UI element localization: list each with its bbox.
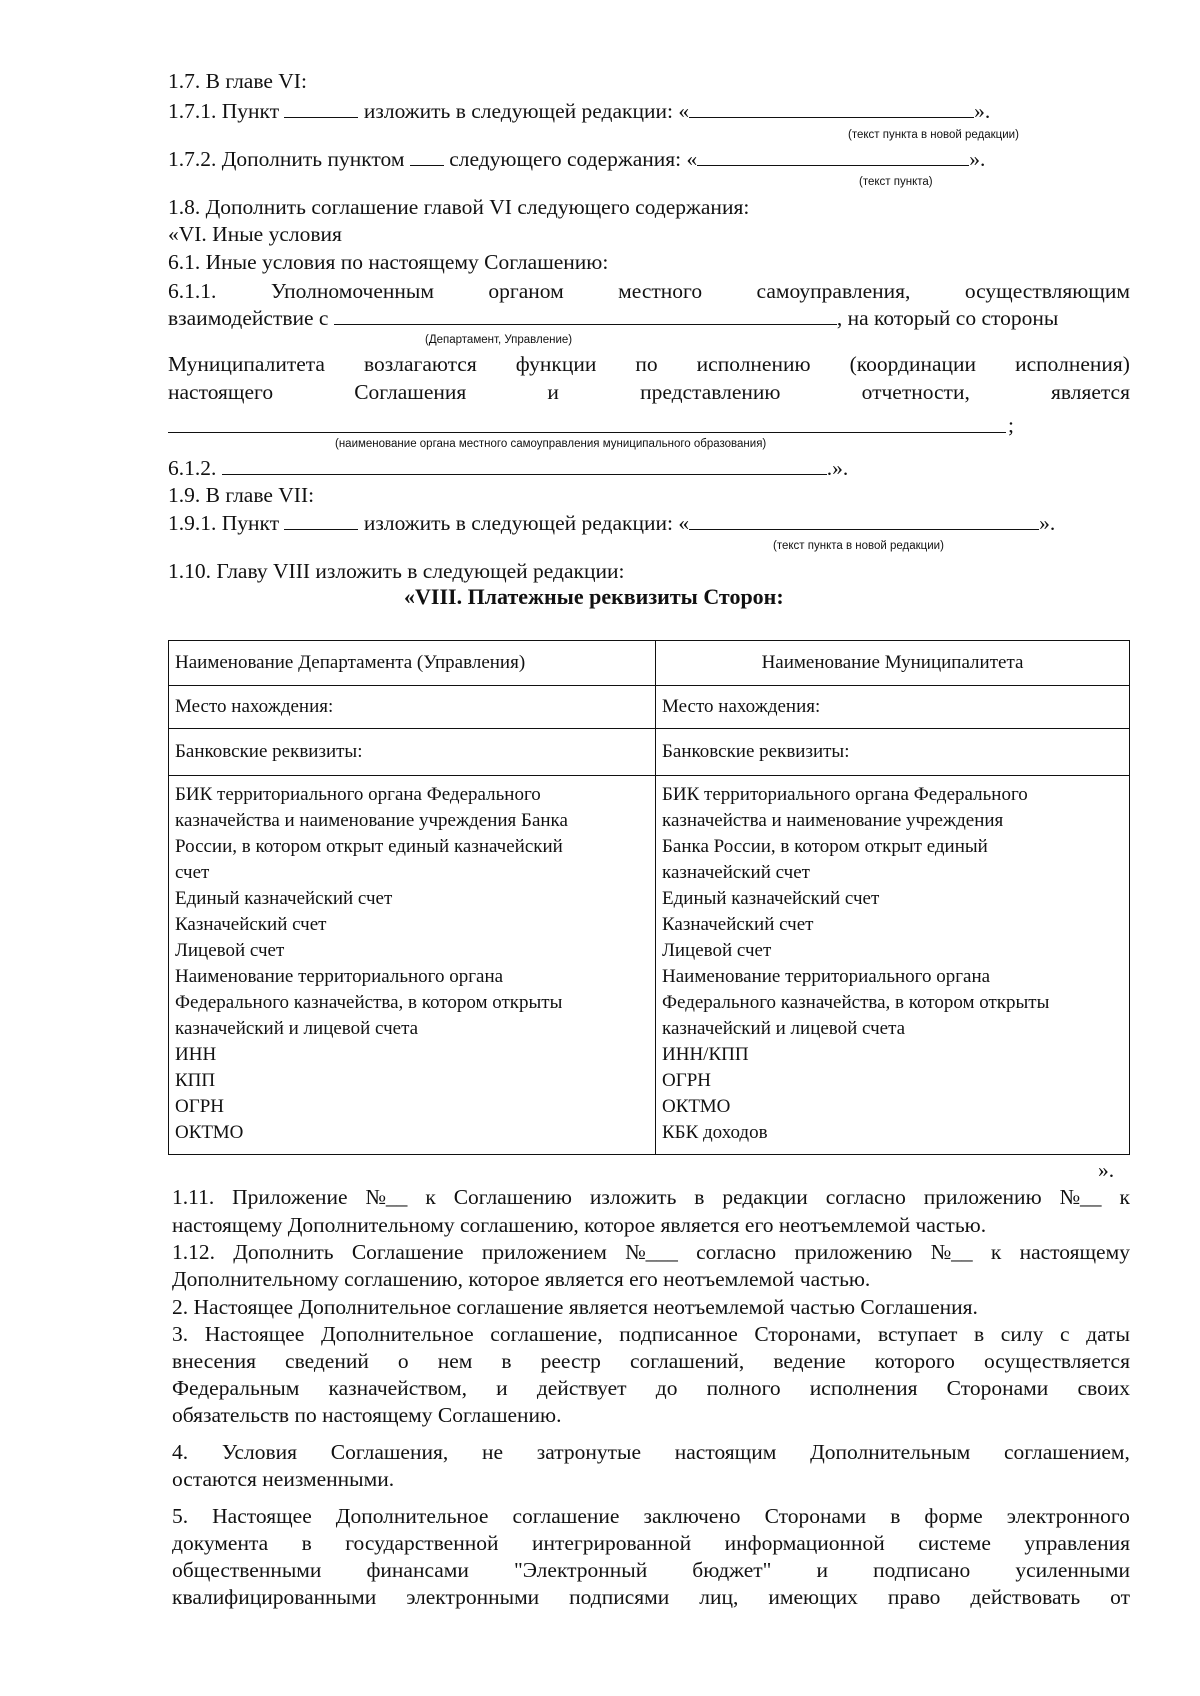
word: в <box>890 1504 901 1528</box>
requisite-line: казначейства и наименование учреждения Банка <box>175 810 568 831</box>
clause-1-7-1 <box>168 98 990 124</box>
word: самоуправления, <box>756 279 911 303</box>
word: Настоящее <box>204 1322 305 1346</box>
word: Уполномоченным <box>270 279 434 303</box>
blank-field <box>284 510 358 530</box>
word: действует <box>536 1376 627 1400</box>
word: согласно <box>696 1240 777 1264</box>
word: вступает <box>877 1322 958 1346</box>
clause-1-10: 1.10. Главу VIII изложить в следующей редакции: <box>168 559 625 583</box>
requisite-line: БИК территориального органа Федерального <box>175 784 541 805</box>
word: сведений <box>285 1349 369 1373</box>
word: 4. <box>172 1440 189 1464</box>
clause-1-9-1 <box>168 510 1055 536</box>
blank-field <box>410 146 444 166</box>
word: действовать <box>970 1585 1081 1609</box>
word: и <box>816 1558 829 1582</box>
clause-6-1-1-end: ; <box>1008 413 1014 437</box>
word: настоящему <box>1019 1240 1130 1264</box>
word: приложению <box>794 1240 913 1264</box>
interaction-label: взаимодействие с <box>168 306 329 330</box>
word: внесения <box>172 1349 256 1373</box>
interaction-tail: , на который со стороны <box>836 306 1059 330</box>
clause-3-line2 <box>172 1348 1130 1374</box>
word: своих <box>1077 1376 1130 1400</box>
word: соглашением, <box>1003 1440 1130 1464</box>
table-cell <box>169 776 656 1155</box>
requisite-line: ИНН/КПП <box>662 1044 749 1065</box>
table-row <box>169 776 1130 1155</box>
word: в <box>694 1185 705 1209</box>
blank-field <box>689 98 974 118</box>
word: имеющих <box>768 1585 858 1609</box>
word: электронного <box>1006 1504 1130 1528</box>
clause-6-1-2-end: .». <box>826 456 849 480</box>
clause-5-line4 <box>172 1584 1130 1610</box>
clause-1-7-1-label: 1.7.1. Пункт <box>168 99 280 123</box>
word: даты <box>1086 1322 1130 1346</box>
word: к <box>1119 1185 1130 1209</box>
word: органом <box>488 279 564 303</box>
word: Соглашение <box>351 1240 464 1264</box>
blank-field <box>168 432 1006 433</box>
word: не <box>481 1440 504 1464</box>
word: соглашение, <box>490 1322 603 1346</box>
table-cell: Место нахождения: <box>169 686 656 729</box>
clause-6-1: 6.1. Иные условия по настоящему Соглашению: <box>168 250 609 274</box>
requisite-line: КБК доходов <box>662 1122 768 1143</box>
word: заключено <box>643 1504 741 1528</box>
clause-1-11-line1 <box>172 1184 1130 1210</box>
word: Сторонами <box>946 1376 1049 1400</box>
word: Дополнительное <box>320 1322 474 1346</box>
clause-4-line1 <box>172 1439 1130 1465</box>
table-cell <box>656 776 1130 1155</box>
word: Условия <box>221 1440 298 1464</box>
clause-1-7-2 <box>168 146 985 172</box>
word: бюджет" <box>692 1558 772 1582</box>
word: электронными <box>406 1585 540 1609</box>
clause-3-line4: обязательств по настоящему Соглашению. <box>172 1403 562 1427</box>
word: Соглашения, <box>330 1440 449 1464</box>
word: №__ <box>365 1185 408 1209</box>
word: в <box>974 1322 985 1346</box>
word: 1.11. <box>172 1185 215 1209</box>
word: Муниципалитета <box>168 352 325 376</box>
requisite-line: ОГРН <box>662 1070 711 1091</box>
word: приложению <box>923 1185 1042 1209</box>
clause-6-1-2 <box>168 455 848 481</box>
payment-details-table <box>168 640 1130 1155</box>
word: Настоящее <box>212 1504 312 1528</box>
word: является <box>1050 380 1130 404</box>
requisite-line: Наименование территориального органа <box>662 966 991 987</box>
clause-1-7: 1.7. В главе VI: <box>168 69 307 93</box>
word: форме <box>924 1504 983 1528</box>
word: Приложение <box>232 1185 348 1209</box>
requisite-line: казначейства и наименование учреждения <box>662 810 1004 831</box>
word: которого <box>874 1349 955 1373</box>
table-cell: Наименование Департамента (Управления) <box>169 641 656 686</box>
hint-text: (текст пункта) <box>859 176 933 188</box>
requisite-line: Банка России, в котором открыт единый <box>662 836 988 857</box>
requisite-line: Федерального казначейства, в котором открыты <box>662 992 1050 1013</box>
word: Соглашению <box>453 1185 572 1209</box>
word: возлагаются <box>363 352 477 376</box>
word: системе <box>918 1531 991 1555</box>
word: Соглашения <box>354 380 467 404</box>
word: настоящего <box>168 380 274 404</box>
clause-3-line3 <box>172 1375 1130 1401</box>
hint-organization: (наименование органа местного самоуправления муниципального образования) <box>335 438 767 450</box>
word: документа <box>172 1531 269 1555</box>
word: функции <box>515 352 597 376</box>
word: отчетности, <box>861 380 970 404</box>
word: 1.12. <box>172 1240 215 1264</box>
word: исполнения <box>809 1376 918 1400</box>
word: Сторонами <box>764 1504 867 1528</box>
word: усиленными <box>1015 1558 1130 1582</box>
word: осуществляющим <box>964 279 1130 303</box>
blank-field <box>689 510 1039 530</box>
word: интегрированной <box>531 1531 692 1555</box>
word: (координации <box>849 352 977 376</box>
word: от <box>1110 1585 1130 1609</box>
word: представлению <box>640 380 781 404</box>
clause-3-line1 <box>172 1321 1130 1347</box>
word: до <box>655 1376 678 1400</box>
word: общественными <box>172 1558 322 1582</box>
table-row <box>169 729 1130 776</box>
clause-5-line2 <box>172 1530 1130 1556</box>
word: информационной <box>724 1531 885 1555</box>
word: согласно <box>825 1185 906 1209</box>
word: приложением <box>481 1240 607 1264</box>
clause-1-9-1-end: ». <box>1039 511 1056 535</box>
clause-6-1-1-line2 <box>168 305 1058 331</box>
word: финансами <box>366 1558 469 1582</box>
table-row <box>169 641 1130 686</box>
requisite-line: КПП <box>175 1070 216 1091</box>
word: лиц, <box>699 1585 739 1609</box>
word: соглашение <box>512 1504 620 1528</box>
clause-6-1-2-label: 6.1.2. <box>168 456 217 480</box>
word: изложить <box>589 1185 677 1209</box>
clause-2: 2. Настоящее Дополнительное соглашение является неотъемлемой частью Соглашения. <box>172 1295 978 1319</box>
word: местного <box>618 279 703 303</box>
table-close: ». <box>1098 1158 1115 1182</box>
requisite-line: Лицевой счет <box>175 940 285 961</box>
clause-1-7-1-text: изложить в следующей редакции: « <box>363 99 690 123</box>
requisite-line: казначейский и лицевой счета <box>662 1018 906 1039</box>
clause-6-1-1-line3 <box>168 351 1130 377</box>
chapter-8-title: «VIII. Платежные реквизиты Сторон: <box>404 584 784 609</box>
word: Дополнительное <box>335 1504 489 1528</box>
word: право <box>887 1585 941 1609</box>
requisite-line: Единый казначейский счет <box>662 888 880 909</box>
requisite-line: БИК территориального органа Федерального <box>662 784 1028 805</box>
word: Дополнить <box>233 1240 334 1264</box>
clause-4-line2: остаются неизменными. <box>172 1467 395 1491</box>
clause-1-11-line2: настоящему Дополнительному соглашению, которое является его неотъемлемой частью. <box>172 1213 987 1237</box>
blank-field <box>284 98 358 118</box>
word: в <box>301 1531 312 1555</box>
clause-1-7-2-end: ». <box>969 147 986 171</box>
word: подписанное <box>619 1322 738 1346</box>
chapter-6-title: «VI. Иные условия <box>168 222 342 246</box>
word: подписано <box>873 1558 971 1582</box>
requisite-line: Казначейский счет <box>175 914 327 935</box>
clause-5-line3 <box>172 1557 1130 1583</box>
table-cell: Наименование Муниципалитета <box>656 641 1130 686</box>
word: затронутые <box>536 1440 642 1464</box>
word: исполнения) <box>1015 352 1130 376</box>
hint-new-text: (текст пункта в новой редакции) <box>848 129 1019 141</box>
word: и <box>547 380 559 404</box>
word: с <box>1059 1322 1070 1346</box>
word: управления <box>1024 1531 1130 1555</box>
table-cell: Место нахождения: <box>656 686 1130 729</box>
word: Сторонами, <box>754 1322 862 1346</box>
word: полного <box>706 1376 781 1400</box>
requisite-line: Федерального казначейства, в котором открыты <box>175 992 563 1013</box>
requisite-line: Единый казначейский счет <box>175 888 393 909</box>
clause-1-12-line2: Дополнительному соглашению, которое является его неотъемлемой частью. <box>172 1267 871 1291</box>
word: подписями <box>569 1585 670 1609</box>
clause-1-8: 1.8. Дополнить соглашение главой VI следующего содержания: <box>168 195 750 219</box>
clause-1-12-line1 <box>172 1239 1130 1265</box>
word: соглашений, <box>629 1349 745 1373</box>
requisite-line: казначейский счет <box>662 862 810 883</box>
word: исполнению <box>696 352 811 376</box>
word: настоящим <box>674 1440 777 1464</box>
requisite-line: счет <box>175 862 210 883</box>
word: государственной <box>345 1531 499 1555</box>
requisite-line: ИНН <box>175 1044 217 1065</box>
requisite-line: ОКТМО <box>662 1096 731 1117</box>
blank-field <box>697 146 969 166</box>
word: по <box>635 352 658 376</box>
blank-field <box>222 455 827 475</box>
clause-1-7-2-text: следующего содержания: « <box>449 147 698 171</box>
word: казначейством, <box>328 1376 467 1400</box>
clause-1-9-1-text: изложить в следующей редакции: « <box>363 511 690 535</box>
word: и <box>496 1376 508 1400</box>
word: 5. <box>172 1504 189 1528</box>
table-row <box>169 686 1130 729</box>
word: к <box>990 1240 1002 1264</box>
word: ведение <box>773 1349 846 1373</box>
requisite-line: России, в котором открыт единый казначейский <box>175 836 563 857</box>
table-cell: Банковские реквизиты: <box>656 729 1130 776</box>
clause-1-9: 1.9. В главе VII: <box>168 483 315 507</box>
word: 3. <box>172 1322 189 1346</box>
word: силу <box>1000 1322 1044 1346</box>
requisite-line: ОГРН <box>175 1096 224 1117</box>
requisite-line: Лицевой счет <box>662 940 772 961</box>
requisite-line: ОКТМО <box>175 1122 244 1143</box>
word: нем <box>437 1349 473 1373</box>
hint-department: (Департамент, Управление) <box>425 334 573 346</box>
requisite-line: Казначейский счет <box>662 914 814 935</box>
hint-new-text-2: (текст пункта в новой редакции) <box>773 540 944 552</box>
clause-1-9-1-label: 1.9.1. Пункт <box>168 511 280 535</box>
word: "Электронный <box>513 1558 648 1582</box>
word: к <box>425 1185 436 1209</box>
word: №___ <box>625 1240 678 1264</box>
word: Дополнительным <box>810 1440 971 1464</box>
word: о <box>397 1349 409 1373</box>
word: Федеральным <box>172 1376 300 1400</box>
clause-1-7-1-end: ». <box>974 99 991 123</box>
word: квалифицированными <box>172 1585 377 1609</box>
word: в <box>501 1349 512 1373</box>
word: осуществляется <box>983 1349 1130 1373</box>
blank-field <box>334 305 837 325</box>
requisite-line: казначейский и лицевой счета <box>175 1018 419 1039</box>
word: 6.1.1. <box>168 279 217 303</box>
clause-6-1-1-line1 <box>168 278 1130 304</box>
clause-6-1-1-line4 <box>168 379 1130 405</box>
word: реестр <box>540 1349 601 1373</box>
clause-1-7-2-label: 1.7.2. Дополнить пунктом <box>168 147 405 171</box>
requisite-line: Наименование территориального органа <box>175 966 504 987</box>
clause-5-line1 <box>172 1503 1130 1529</box>
word: №__ <box>930 1240 973 1264</box>
word: №__ <box>1059 1185 1102 1209</box>
word: редакции <box>722 1185 808 1209</box>
table-cell: Банковские реквизиты: <box>169 729 656 776</box>
